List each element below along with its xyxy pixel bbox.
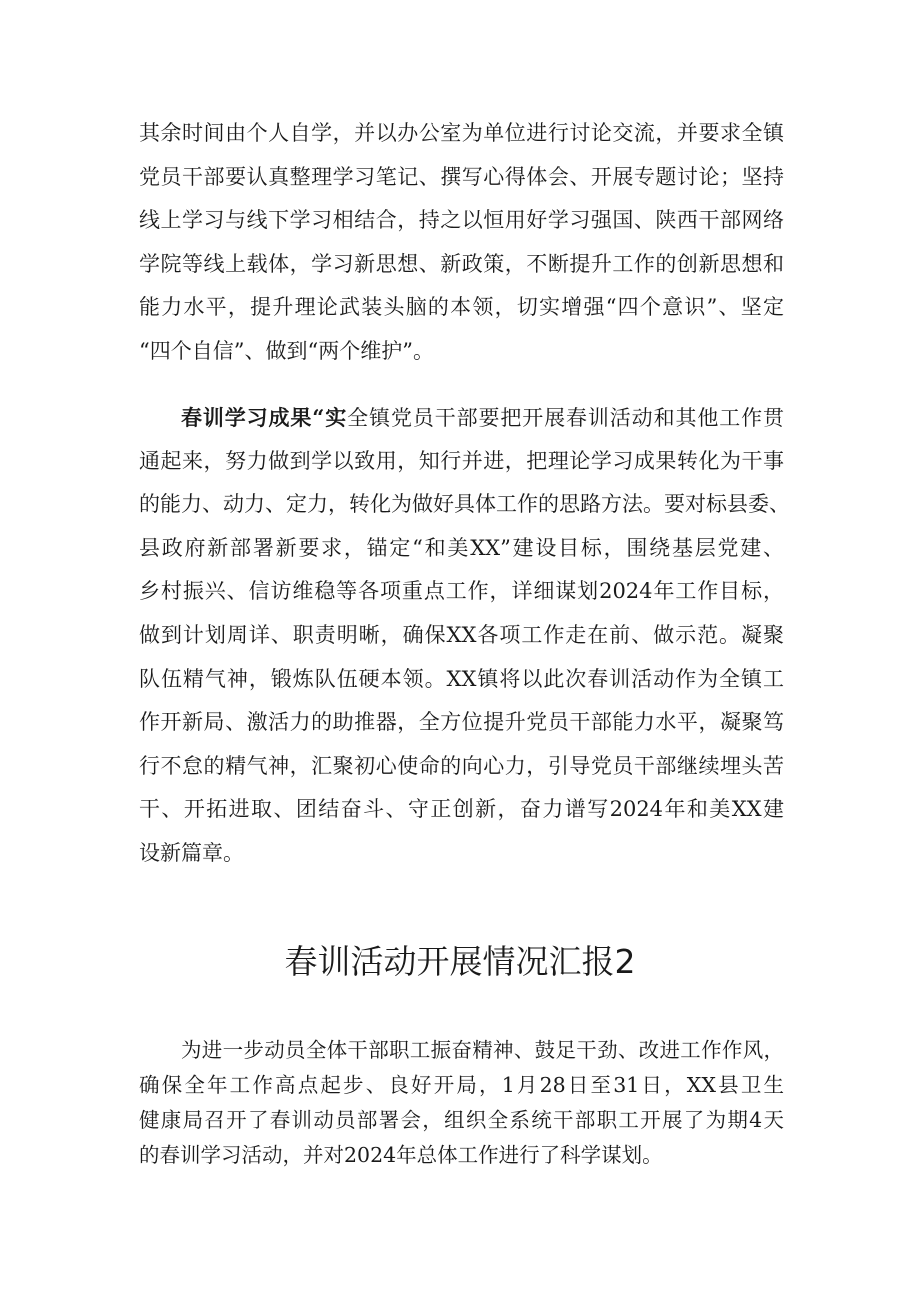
text-line: 队伍精气神，锻炼队伍硬本领。XX镇将以此次春训活动作为全镇工 (139, 666, 784, 691)
text-line: 为进一步动员全体干部职工振奋精神、鼓足干劲、改进工作作风， (181, 1038, 784, 1062)
text-line: 党员干部要认真整理学习笔记、撰写心得体会、开展专题讨论；坚持 (139, 164, 784, 189)
text-line: 能力水平，提升理论武装头脑的本领，切实增强“四个意识”、坚定 (139, 295, 784, 320)
text-line: 县政府新部署新要求，锚定“和美XX”建设目标，围绕基层党建、 (139, 535, 784, 560)
text-line: 其余时间由个人自学，并以办公室为单位进行讨论交流，并要求全镇 (139, 121, 784, 145)
text-line (139, 396, 784, 440)
text-line-rest: 全镇党员干部要把开展春训活动和其他工作贯 (347, 406, 784, 430)
text-line: 干、开拓进取、团结奋斗、守正创新，奋力谱写2024年和美XX建 (139, 797, 784, 822)
text-line: 设新篇章。 (139, 840, 244, 865)
text-line: 行不怠的精气神，汇聚初心使命的向心力，引导党员干部继续埋头苦 (139, 753, 784, 778)
text-line: “四个自信”、做到“两个维护”。 (139, 338, 434, 363)
section-heading: 春训活动开展情况汇报2 (284, 942, 636, 981)
text-line: 通起来，努力做到学以致用，知行并进，把理论学习成果转化为干事 (139, 448, 784, 473)
text-line: 的春训学习活动，并对2024年总体工作进行了科学谋划。 (139, 1143, 663, 1167)
text-line: 学院等线上载体，学习新思想、新政策，不断提升工作的创新思想和 (139, 251, 784, 276)
text-line: 健康局召开了春训动员部署会，组织全系统干部职工开展了为期4天 (139, 1108, 784, 1132)
text-line: 乡村振兴、信访维稳等各项重点工作，详细谋划2024年工作目标， (139, 579, 784, 604)
text-line: 确保全年工作高点起步、良好开局，1月28日至31日，XX县卫生 (139, 1073, 784, 1097)
text-line: 的能力、动力、定力，转化为做好具体工作的思路方法。要对标县委、 (139, 492, 790, 517)
paragraph-lead-title: 春训学习成果“实 (181, 405, 348, 430)
text-line: 线上学习与线下学习相结合，持之以恒用好学习强国、陕西干部网络 (139, 208, 784, 233)
text-line: 作开新局、激活力的助推器，全方位提升党员干部能力水平，凝聚笃 (139, 710, 784, 735)
paragraph-study-methods (139, 112, 784, 374)
paragraph-study-results (139, 396, 790, 876)
text-line: 做到计划周详、职责明晰，确保XX各项工作走在前、做示范。凝聚 (139, 622, 784, 647)
paragraph-report-intro (139, 1033, 784, 1173)
